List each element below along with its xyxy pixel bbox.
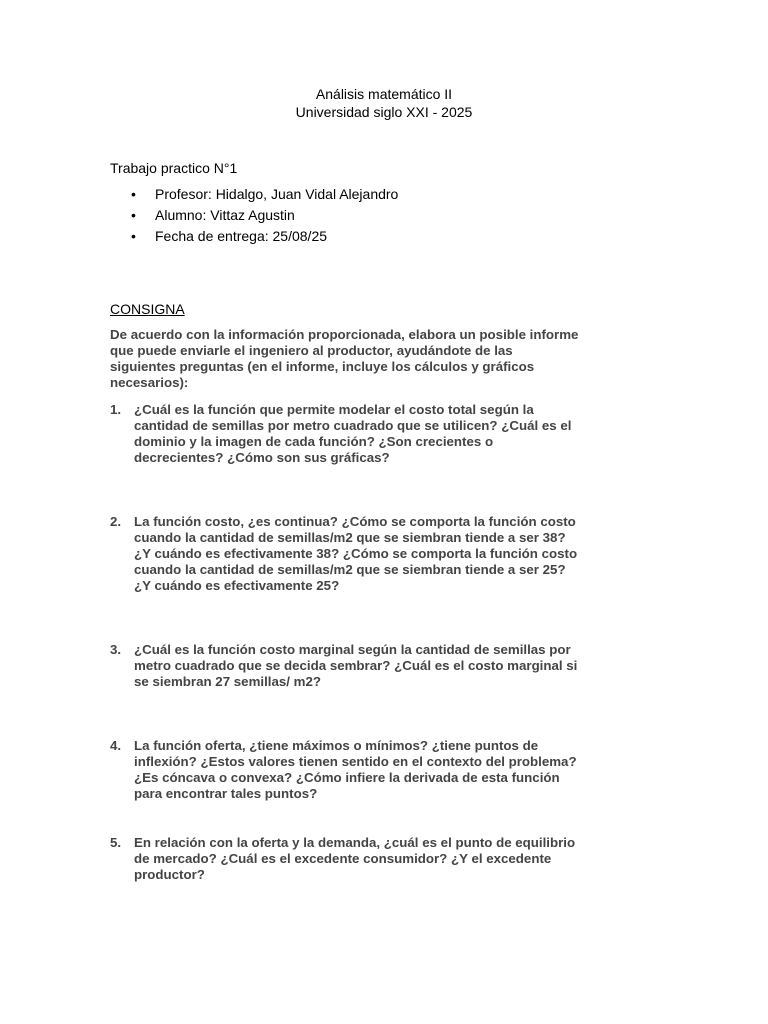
assignment-title: Trabajo practico N°1	[110, 160, 238, 176]
info-list	[110, 185, 398, 248]
info-text: Fecha de entrega: 25/08/25	[155, 228, 328, 244]
bullet-icon: •	[131, 186, 136, 202]
info-text: Alumno: Vittaz Agustin	[155, 207, 295, 223]
info-item-professor	[110, 185, 398, 206]
question-number: 2.	[110, 514, 122, 529]
question-number: 3.	[110, 642, 122, 657]
question-number: 1.	[110, 402, 122, 417]
document-header	[0, 85, 768, 121]
bullet-icon: •	[131, 207, 136, 223]
info-text: Profesor: Hidalgo, Juan Vidal Alejandro	[155, 186, 399, 202]
question-text: La función costo, ¿es continua? ¿Cómo se comporta la función costo cuando la cantidad de semillas/m2 que se siembran tiende a ser 38? ¿Y cuándo es efectivamente 38? ¿Cómo se comporta la función costo cuando la cantidad de semillas/m2 que se siembran tiende a ser 25? ¿Y cuándo es efectivamente 25?	[134, 514, 578, 593]
question-3	[110, 642, 580, 690]
university-line: Universidad siglo XXI - 2025	[295, 104, 473, 120]
consigna-heading: CONSIGNA	[110, 301, 185, 317]
question-number: 5.	[110, 835, 122, 850]
question-5	[110, 835, 580, 883]
question-1	[110, 402, 580, 466]
consigna-intro: De acuerdo con la información proporcionada, elabora un posible informe que puede enviarle el ingeniero al productor, ayudándote de las siguientes preguntas (en el informe, incluye los cálculos y gráficos necesarios):	[110, 327, 579, 390]
bullet-icon: •	[131, 228, 136, 244]
question-text: ¿Cuál es la función que permite modelar el costo total según la cantidad de semillas por metro cuadrado que se utilicen? ¿Cuál es el dominio y la imagen de cada función? ¿Son crecientes o decrecientes? ¿Cómo son sus gráficas?	[134, 402, 572, 465]
question-number: 4.	[110, 738, 122, 753]
info-item-due-date	[110, 227, 398, 248]
info-item-student	[110, 206, 398, 227]
question-4	[110, 738, 580, 802]
question-text: En relación con la oferta y la demanda, ¿cuál es el punto de equilibrio de mercado? ¿Cuál es el excedente consumidor? ¿Y el excedente productor?	[134, 835, 576, 882]
question-2	[110, 514, 580, 594]
question-text: ¿Cuál es la función costo marginal según la cantidad de semillas por metro cuadrado que se decida sembrar? ¿Cuál es el costo marginal si se siembran 27 semillas/ m2?	[134, 642, 578, 689]
question-text: La función oferta, ¿tiene máximos o mínimos? ¿tiene puntos de inflexión? ¿Estos valores tienen sentido en el contexto del problema? ¿Es cóncava o convexa? ¿Cómo infiere la derivada de esta función para encontrar tales puntos?	[134, 738, 577, 801]
course-title: Análisis matemático II	[315, 86, 453, 102]
